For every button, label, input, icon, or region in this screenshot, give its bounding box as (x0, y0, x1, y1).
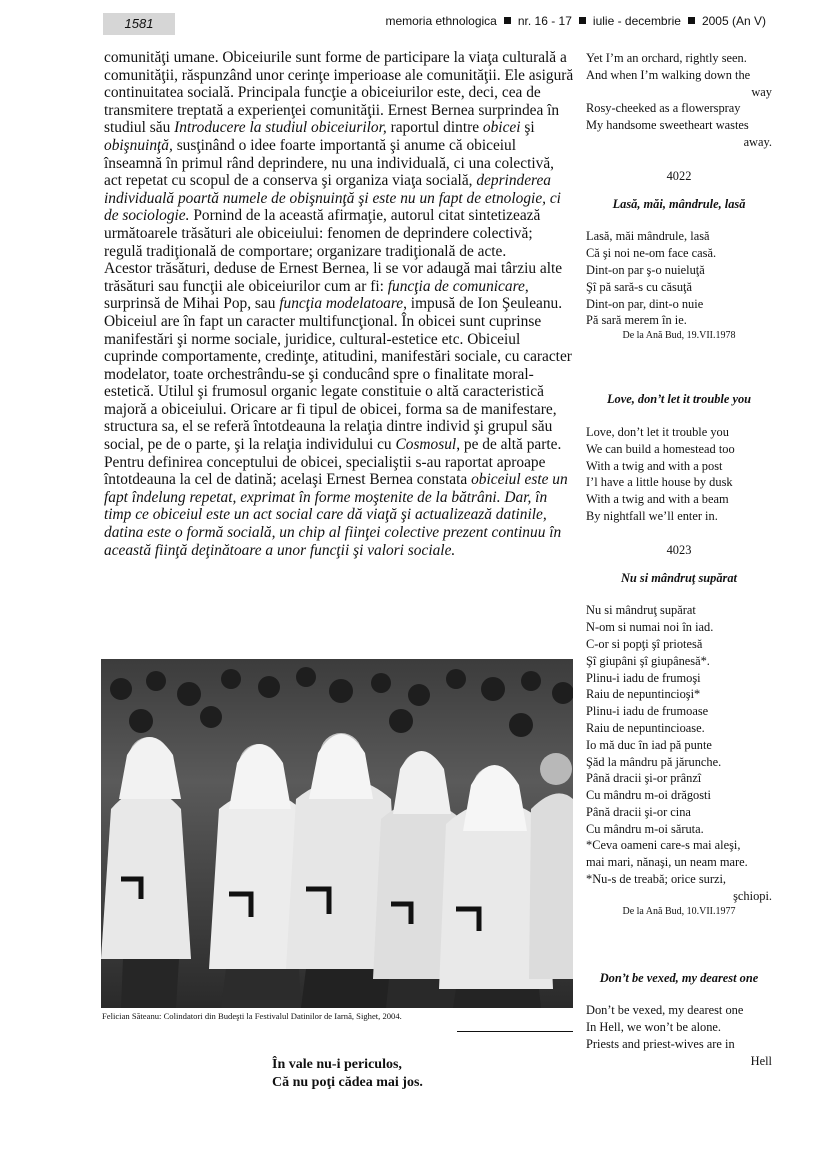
verse-line: Hell (750, 1053, 772, 1068)
verse-line: Raiu de nepuntincioşi* (586, 687, 701, 702)
verse-line: Plinu-i iadu de frumoase (586, 704, 709, 719)
verse-line: I’l have a little house by dusk (586, 475, 733, 490)
verse-line: şchiopi. (733, 888, 772, 903)
separator-square (579, 17, 586, 24)
verse-line: With a twig and with a beam (586, 492, 729, 507)
verse-line: By nightfall we’ll enter in. (586, 508, 718, 523)
separator-square (688, 17, 695, 24)
paragraph: Acestor trăsături, deduse de Ernest Bernea, li se vor adaugă mai târziu alte trăsături sau funcţii ale obiceiurilor cum ar fi: funcţia de comunicare, surprinsă de Mihai Pop, sau funcţia modelatoare, impusă de Ion Şeuleanu. Obiceiul are în fapt un caracter multifuncţional. În obicei sunt cuprinse manifestări şi norme sociale, juridice, cultural-estetice etc. Obiceiul cuprinde comportamente, credinţe, atitudini, manifestări sociale, cu caracter modelator, toate orchestrându-se şi conducând spre o finalitate moral-estetică. Utilul şi frumosul organic legate constituie o altă caracteristică majoră a obiceiului. Oricare ar fi tipul de obicei, forma sa de manifestare, structura sa, el se referă întotdeauna la relaţia dintre individ şi grupul său social, pe de o parte, şi la relaţia individului cu Cosmosul, pe de altă parte. (104, 260, 572, 454)
verse-line: Dint-on par ş-o nuieluţă (586, 262, 705, 277)
verse-line: Rosy-cheeked as a flowerspray (586, 101, 741, 116)
poem-title: Love, don’t let it trouble you (606, 392, 752, 407)
verse-line: We can build a homestead too (586, 441, 735, 456)
verse-line: way (751, 84, 772, 99)
verse-line: Love, don’t let it trouble you (586, 424, 729, 439)
photo-illustration (101, 659, 573, 1008)
issue-number: nr. 16 - 17 (517, 14, 572, 28)
verse-line: away. (743, 134, 772, 149)
poem-number: 4023 (666, 542, 692, 557)
verse-line: Şî pă sară-s cu căsuţă (586, 279, 692, 294)
verse-line: Io mă duc în iad pă punte (586, 737, 712, 752)
verse-line: Cu mândru m-oi săruta. (586, 821, 704, 836)
verse-line: Şăd la mândru pă jărunche. (586, 754, 722, 769)
issue-year: 2005 (An V) (701, 14, 766, 28)
verse-line: Priests and priest-wives are in (586, 1037, 735, 1052)
poems-column (586, 50, 772, 1070)
verse-line: And when I’m walking down the (586, 67, 751, 82)
verse-line: Până dracii şi-or cina (586, 804, 691, 819)
verse-line: My handsome sweetheart wastes (586, 118, 749, 133)
photo-caption: Felician Săteanu: Colindatori din Budeşti la Festivalul Datinilor de Iarnă, Sighet, 2004. (102, 1011, 402, 1021)
verse-line: Don’t be vexed, my dearest one (586, 1003, 744, 1018)
paragraph: Pentru definirea conceptului de obicei, specialiştii s-au raportat aproape întotdeauna la cel de datină; acelaşi Ernest Bernea constata obiceiul este un fapt îndelung repetat, exprimat în forme moştenite de la bătrâni. Dar, în timp ce obiceiul este un act social care dă viaţă şi actualizează datinile, datina este o formă socială, un chip al fiinţei colective prezent continuu în această fiinţă deţinătoare a unor funcţii şi valori sociale. (104, 453, 568, 559)
poem-number: 4022 (666, 168, 692, 183)
poem-body (586, 228, 772, 329)
verse-line: Că şi noi ne-om face casă. (586, 246, 717, 261)
verse-line: In Hell, we won’t be alone. (586, 1020, 721, 1035)
verse-line: N-om si numai noi în iad. (586, 620, 714, 635)
poem-title: Don’t be vexed, my dearest one (599, 970, 759, 985)
divider-rule (457, 1031, 573, 1032)
verse-line: *Ceva oameni care-s mai aleşi, (586, 838, 741, 853)
page-number: 1581 (103, 13, 175, 35)
verse-continued (586, 50, 772, 151)
article-body (104, 49, 574, 559)
verse-line: Yet I’m an orchard, rightly seen. (586, 51, 747, 65)
verse-line: Raiu de nepuntincioase. (586, 720, 705, 735)
running-head (385, 13, 766, 29)
closing-line: Că nu poţi cădea mai jos. (272, 1075, 423, 1090)
poem-source: De la Ană Bud, 19.VII.1978 (622, 330, 736, 342)
verse-line: Plinu-i iadu de frumoşi (586, 670, 701, 685)
poem-body (586, 424, 772, 525)
closing-line: În vale nu-i periculos, (272, 1057, 402, 1072)
journal-name: memoria ethnologica (385, 14, 497, 28)
paragraph: comunităţi umane. Obiceiurile sunt forme de participare la viaţa culturală a comunităţii, răspunzând unor cerinţe imperioase ale comunităţii. Ele asigură continuitatea socială. Principala funcţie a obiceiurilor este, deci, cea de transmitere treptată a experienţei comunităţii. Ernest Bernea surprindea în studiul său Introducere la studiul obiceiurilor, raportul dintre obicei şi obişnuinţă, susţinând o idee foarte importantă şi anume că obiceiul înseamnă în primul rând deprindere, nu una individuală, ci una colectivă, act repetat cu scopul de a conserva şi organiza viaţa socială, deprinderea individuală poartă numele de obişnuinţă şi este nu un fapt de etnologie, ci de sociologie. Pornind de la această afirmaţie, autorul citat sintetizează următoarele trăsături ale obiceiului: fenomen de deprindere colectivă; regulă tradiţională de comportare; organizare tradiţională de acte. (104, 49, 574, 260)
verse-line: Dint-on par, dint-o nuie (586, 296, 704, 311)
closing-verse (272, 1056, 423, 1092)
verse-line: Cu mândru m-oi drăgosti (586, 788, 711, 803)
festival-photo (101, 659, 573, 1008)
verse-line: With a twig and with a post (586, 458, 723, 473)
verse-line: C-or si popţi şî priotesă (586, 636, 703, 651)
issue-period: iulie - decembrie (592, 14, 681, 28)
poem-body (586, 1002, 772, 1069)
poem-source: De la Ană Bud, 10.VII.1977 (622, 905, 736, 917)
poem-body (586, 602, 772, 904)
separator-square (504, 17, 511, 24)
poem-title: Lasă, măi, mândrule, lasă (612, 196, 746, 211)
verse-line: mai mari, nănaşi, un neam mare. (586, 855, 748, 870)
verse-line: Şî giupâni şî giupânesă*. (586, 653, 710, 668)
verse-line: *Nu-s de treabă; orice surzi, (586, 872, 727, 887)
verse-line: Lasă, măi mândrule, lasă (586, 229, 710, 244)
verse-line: Până dracii şi-or prânzî (586, 771, 702, 786)
poem-title: Nu si mândruţ supărat (620, 570, 738, 585)
verse-line: Pă sară merem în ie. (586, 313, 687, 328)
verse-line: Nu si mândruţ supărat (586, 603, 696, 618)
